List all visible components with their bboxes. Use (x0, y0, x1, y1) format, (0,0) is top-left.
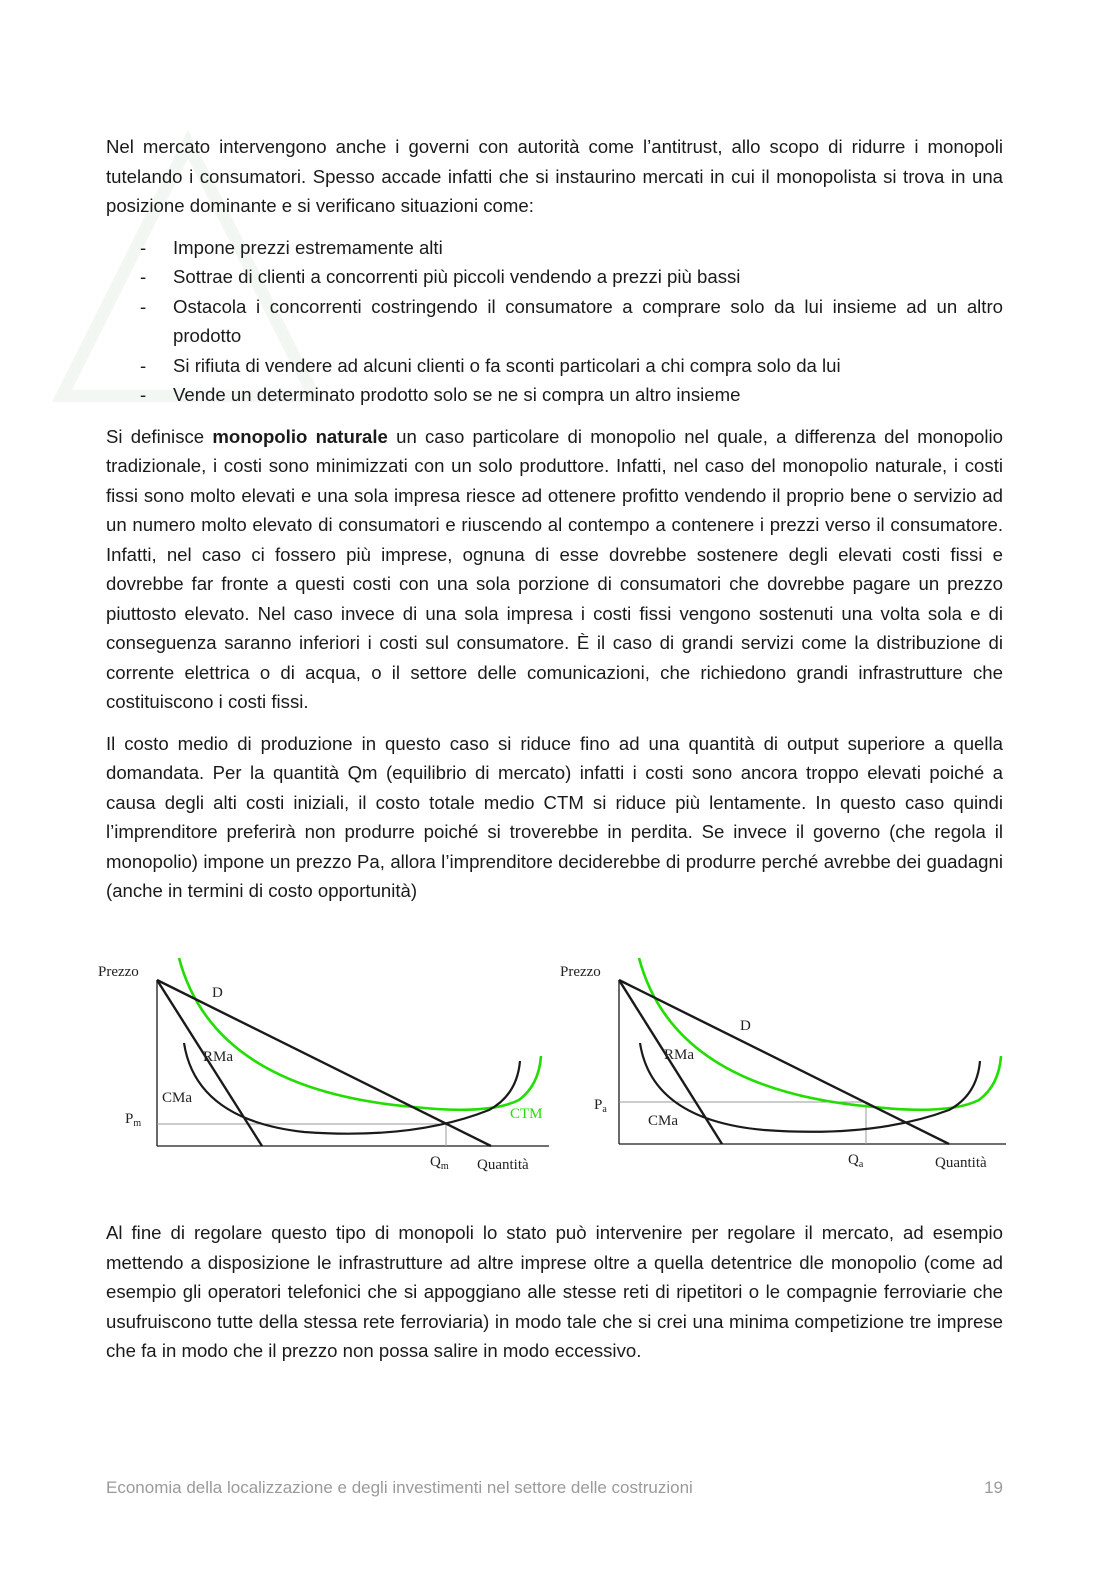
y-axis-label: Prezzo (98, 964, 139, 980)
cma-label: CMa (648, 1113, 678, 1129)
page-body-continued (106, 1218, 1003, 1378)
paragraph-antitrust: Nel mercato intervengono anche i governi con autorità come l’antitrust, allo scopo di ridurre i monopoli tutelando i consumatori. Spesso accade infatti che si instaurino mercati in cui il monopolista si trova in una posizione dominante e si verificano situazioni come: (106, 136, 1003, 216)
qm-label: $Q_m$ (430, 1154, 449, 1172)
qa-label: $Q_a$ (848, 1152, 864, 1170)
paragraph-regulation: Al fine di regolare questo tipo di monopoli lo stato può intervenire per regolare il mercato, ad esempio mettendo a disposizione le infrastrutture ad altre imprese oltre a quella detentrice dle monopolio (come ad esempio gli operatori telefonici che si appoggiano alle stesse reti di ripetitori o le compagnie ferroviarie che usufruiscono tutte della stessa rete ferroviaria) in modo tale che si crei una minima competizione tre imprese che fa in modo che il prezzo non possa salire in modo eccessivo. (106, 1222, 1003, 1361)
marginal-cost-curve (184, 1043, 520, 1134)
list-item: - Ostacola i concorrenti costringendo il consumatore a comprare solo da lui insieme ad un altro prodotto (106, 292, 1003, 351)
bullet-dash: - (140, 295, 147, 317)
term-natural-monopoly: monopolio naturale (212, 425, 388, 447)
bullet-dash: - (140, 236, 147, 258)
list-item: - Si rifiuta di vendere ad alcuni clienti o fa sconti particolari a chi compra solo da lui (106, 351, 1003, 381)
bullet-dash: - (140, 384, 147, 405)
x-axis-label: Quantità (935, 1155, 987, 1171)
page-body (106, 132, 1003, 918)
figure-right (554, 950, 1014, 1180)
list-item: - Sottrae di clienti a concorrenti più piccoli vendendo a prezzi più bassi (106, 262, 1003, 292)
pm-label: $P_m$ (125, 1111, 142, 1129)
pa-label: $P_a$ (594, 1097, 607, 1115)
page-number: 19 (984, 1478, 1003, 1497)
paragraph-natural-monopoly: Si definisce monopolio naturale un caso particolare di monopolio nel quale, a differenza del monopolio tradizionale, i costi sono minimizzati con un solo produttore. Infatti, nel caso del monopolio naturale, i costi fissi sono molto elevati e una sola impresa riesce ad ottenere profitto vendendo il proprio bene o servizio ad un numero molto elevato di consumatori e riuscendo al contempo a contenere i prezzi verso il consumatore. Infatti, nel caso ci fossero più imprese, ognuna di esse dovrebbe sostenere degli elevati costi fissi e dovrebbe far fronte a questi costi con una sola porzione di consumatori che dovrebbe pagare un prezzo piuttosto elevato. Nel caso invece di una sola impresa i costi fissi vengono sostenuti una volta sola e di conseguenza saranno inferiori i costi sul consumatore. È il caso di grandi servizi come la distribuzione di corrente elettrica o di acqua, o il settore delle comunicazioni, che richiedono grandi infrastrutture che costituiscono i costi fissi. (106, 425, 1003, 712)
demand-label: D (740, 1018, 751, 1034)
rma-label: RMa (664, 1047, 694, 1063)
rma-label: RMa (203, 1049, 233, 1065)
ctm-label: CTM (510, 1106, 543, 1122)
ctm-curve (639, 958, 1001, 1110)
figure-left (94, 950, 554, 1180)
footer-title: Economia della localizzazione e degli investimenti nel settore delle costruzioni (106, 1478, 693, 1497)
bullet-list-abuses (106, 233, 1003, 410)
bullet-dash: - (140, 354, 147, 376)
cma-label: CMa (162, 1090, 192, 1106)
page-footer (106, 1478, 1003, 1498)
monopoly-figures (94, 950, 1014, 1180)
demand-label: D (212, 985, 223, 1001)
list-item: - Vende un determinato prodotto solo se ne si compra un altro insieme (106, 380, 1003, 410)
bullet-dash: - (140, 266, 147, 287)
list-item: - Impone prezzi estremamente alti (106, 233, 1003, 263)
x-axis-label: Quantità (477, 1157, 529, 1173)
paragraph-average-cost: Il costo medio di produzione in questo caso si riduce fino ad una quantità di output superiore a quella domandata. Per la quantità Qm (equilibrio di mercato) infatti i costi sono ancora troppo elevati poiché a causa degli alti costi iniziali, il costo totale medio CTM si riduce più lentamente. In questo caso quindi l’imprenditore preferirà non produrre poiché si troverebbe in perdita. Se invece il governo (che regola il monopolio) impone un prezzo Pa, allora l’imprenditore deciderebbe di produrre perché avrebbe dei guadagni (anche in termini di costo opportunità) (106, 732, 1003, 901)
y-axis-label: Prezzo (560, 964, 601, 980)
ctm-curve (179, 958, 541, 1110)
